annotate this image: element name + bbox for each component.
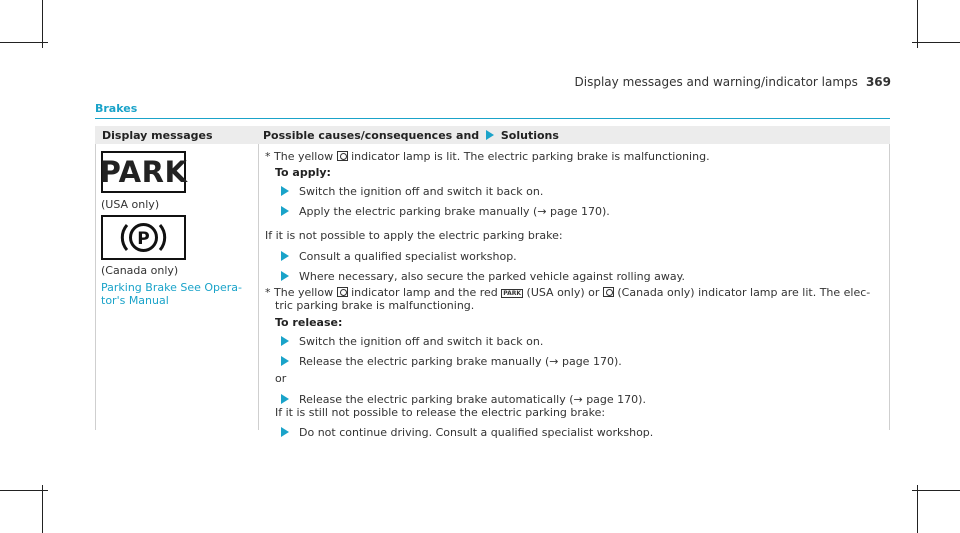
- text: Switch the ignition off and switch it back on.: [299, 335, 544, 348]
- crop-mark: [917, 485, 918, 533]
- col2-solutions: Solutions: [500, 129, 559, 142]
- parking-brake-icon: [337, 151, 348, 161]
- table-header: [95, 126, 890, 144]
- text-line: tric parking brake is malfunctioning.: [275, 299, 475, 312]
- col2-text: Possible causes/consequences and: [263, 129, 480, 142]
- park-icon: PARK: [503, 290, 522, 297]
- table-divider: [95, 144, 96, 430]
- text: indicator lamp is lit. The electric parking brake is malfunctioning.: [351, 150, 710, 163]
- text-line: If it is not possible to apply the electric parking brake:: [265, 229, 563, 242]
- step-arrow-icon: [281, 271, 289, 281]
- text: Apply the electric parking brake manually (→ page 170).: [299, 205, 610, 218]
- or-text: or: [275, 372, 287, 385]
- page-number: 369: [865, 75, 891, 89]
- step-arrow-icon: [281, 394, 289, 404]
- step-arrow-icon: [281, 206, 289, 216]
- col-display-messages: Display messages: [102, 129, 213, 142]
- crop-mark: [912, 42, 960, 43]
- text: Where necessary, also secure the parked vehicle against rolling away.: [299, 270, 686, 283]
- text: Release the electric parking brake automatically (→ page 170).: [299, 393, 646, 406]
- list-item: [281, 426, 653, 439]
- crop-mark: [42, 0, 43, 48]
- text: Consult a qualified specialist workshop.: [299, 250, 517, 263]
- table-divider: [889, 144, 890, 430]
- step-arrow-icon: [281, 186, 289, 196]
- to-release-heading: To release:: [275, 316, 343, 329]
- list-item: [281, 205, 610, 218]
- link-line: Parking Brake See Opera-: [101, 281, 242, 294]
- crop-mark: [917, 0, 918, 48]
- operators-manual-link[interactable]: [101, 281, 242, 307]
- parking-brake-icon: [337, 287, 348, 297]
- canada-only-note: (Canada only): [101, 264, 179, 277]
- solution-arrow-icon: [486, 130, 494, 140]
- step-arrow-icon: [281, 356, 289, 366]
- text-line: [265, 150, 710, 163]
- text: Release the electric parking brake manually (→ page 170).: [299, 355, 622, 368]
- list-item: [281, 250, 517, 263]
- list-item: [281, 355, 622, 368]
- list-item: [281, 335, 543, 348]
- step-arrow-icon: [281, 427, 289, 437]
- crop-mark: [42, 485, 43, 533]
- to-apply-heading: To apply:: [275, 166, 331, 179]
- text: * The yellow: [265, 286, 334, 299]
- list-item: [281, 270, 685, 283]
- text: (USA only) or: [526, 286, 600, 299]
- crop-mark: [0, 42, 48, 43]
- text: indicator lamp and the red: [351, 286, 498, 299]
- list-item: [281, 393, 646, 406]
- running-header: [575, 75, 891, 89]
- text: Switch the ignition off and switch it back on.: [299, 185, 544, 198]
- list-item: [281, 185, 543, 198]
- step-arrow-icon: [281, 251, 289, 261]
- step-arrow-icon: [281, 336, 289, 346]
- usa-only-note: (USA only): [101, 198, 160, 211]
- table-divider: [258, 144, 259, 430]
- svg-text:P: P: [137, 229, 150, 249]
- crop-mark: [912, 490, 960, 491]
- text: (Canada only) indicator lamp are lit. The elec-: [617, 286, 871, 299]
- text: * The yellow: [265, 150, 334, 163]
- col-causes-solutions: [263, 129, 559, 142]
- text-line: If it is still not possible to release the electric parking brake:: [275, 406, 606, 419]
- text: Do not continue driving. Consult a qualified specialist workshop.: [299, 426, 654, 439]
- parking-brake-icon: [603, 287, 614, 297]
- text-line: [265, 286, 870, 299]
- park-symbol-icon: PARK: [101, 151, 186, 193]
- crop-mark: [0, 490, 48, 491]
- running-title: Display messages and warning/indicator lamps: [574, 75, 858, 89]
- link-line: tor's Manual: [101, 294, 169, 307]
- parking-brake-icon: [101, 215, 186, 260]
- section-title: Brakes: [95, 102, 138, 115]
- section-rule: [95, 118, 890, 119]
